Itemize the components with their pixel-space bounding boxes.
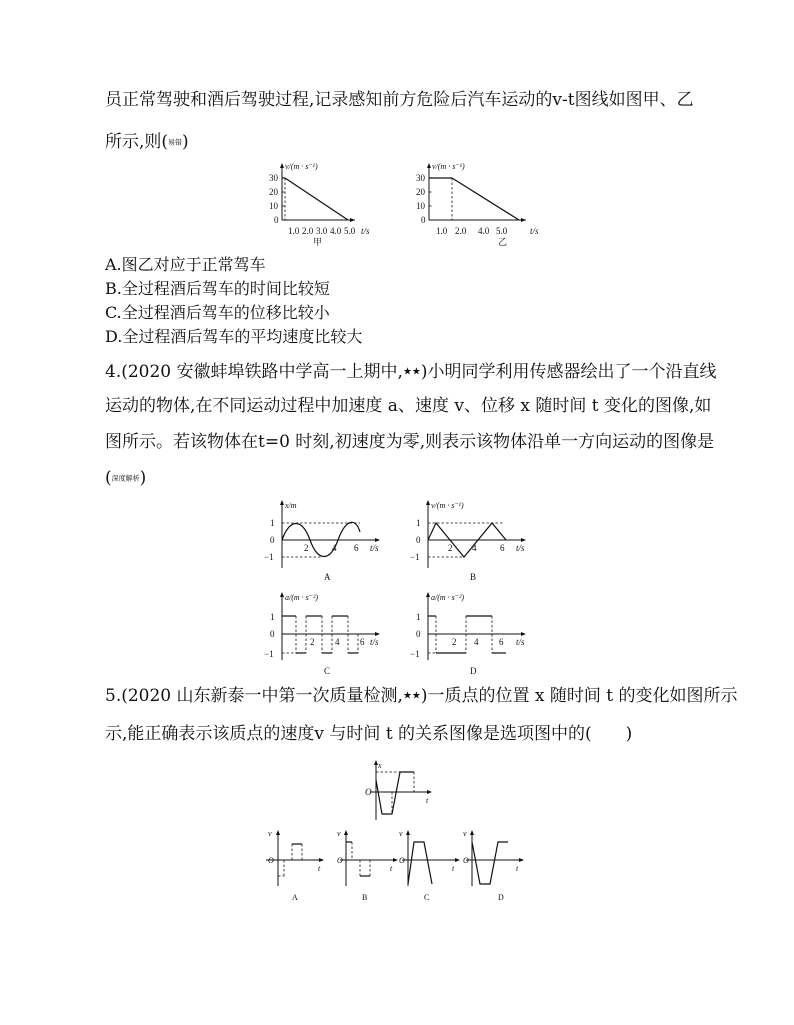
- b-ylabel: v/(m · s⁻¹): [431, 501, 464, 510]
- jia-xlabel: t/s: [361, 226, 370, 236]
- qb-origin: O: [337, 856, 343, 865]
- q4-graph-d: [408, 588, 548, 678]
- qd-origin: O: [463, 856, 469, 865]
- c-ytick-0: 0: [270, 629, 275, 639]
- jia-ylabel: v/(m · s⁻¹): [285, 162, 318, 171]
- a-ytick-0: 0: [270, 535, 275, 545]
- qd-series: [472, 842, 508, 884]
- q5-option-d[interactable]: [462, 828, 530, 904]
- qd-xlabel: t: [516, 864, 519, 873]
- b-xtick-2: 2: [448, 543, 453, 553]
- qd-ylabel: v: [463, 829, 467, 838]
- jia-caption: 甲: [313, 237, 323, 247]
- d-ytick-1: 1: [416, 612, 421, 622]
- difficulty-star-icon: ★★: [402, 690, 421, 702]
- q4-source: 4.(2020 安徽蚌埠铁路中学高一上期中,: [105, 362, 403, 382]
- q3-line-1: 员正常驾驶和酒后驾驶过程,记录感知前方危险后汽车运动的v-t图线如图甲、乙: [105, 90, 694, 110]
- d-ytick-m1: −1: [410, 649, 420, 659]
- jia-xtick-2: 2.0: [302, 226, 314, 236]
- yi-series-slope: [452, 178, 519, 220]
- jia-ytick-20: 20: [269, 187, 278, 197]
- q4-line-1: [105, 360, 717, 385]
- jia-ytick-0: 0: [274, 215, 279, 225]
- q4-graph-b: [408, 496, 548, 586]
- jia-ytick-10: 10: [269, 201, 278, 211]
- figure-jia: [255, 160, 405, 250]
- q4-open: (: [105, 468, 112, 488]
- d-ylabel: a/(m · s⁻²): [431, 593, 465, 602]
- yi-ylabel: v/(m · s⁻¹): [432, 162, 465, 171]
- c-xtick-4: 4: [335, 637, 340, 647]
- qa-xlabel: t: [318, 864, 321, 873]
- c-xtick-2: 2: [310, 637, 315, 647]
- figure-yi: [402, 160, 552, 250]
- jia-xtick-5: 5.0: [344, 226, 356, 236]
- d-xtick-6: 6: [499, 637, 504, 647]
- q3-option-b[interactable]: B.全过程酒后驾车的时间比较短: [105, 279, 330, 298]
- jia-xtick-1: 1.0: [288, 226, 300, 236]
- q5-line-1: [105, 684, 738, 709]
- qd-caption: D: [498, 893, 504, 902]
- q5-xt-series: [376, 772, 414, 814]
- yi-xtick-1: 1.0: [436, 226, 448, 236]
- a-xtick-6: 6: [354, 543, 359, 553]
- jia-xtick-3: 3.0: [316, 226, 328, 236]
- q5-origin: O: [365, 787, 372, 797]
- jia-series-slope: [285, 178, 348, 220]
- qb-ylabel: v: [337, 829, 341, 838]
- a-caption: A: [324, 572, 331, 582]
- yi-xtick-2: 2.0: [455, 226, 467, 236]
- qc-series: [408, 842, 432, 884]
- q5-option-c[interactable]: [398, 828, 466, 904]
- q4-graph-c: [262, 588, 402, 678]
- d-xtick-4: 4: [474, 637, 479, 647]
- jia-xtick-4: 4.0: [330, 226, 342, 236]
- q3-option-d[interactable]: D.全过程酒后驾车的平均速度比较大: [105, 327, 363, 346]
- q3-tag: 易错: [168, 138, 183, 147]
- c-ylabel: a/(m · s⁻²): [285, 593, 319, 602]
- q5-t-label: t: [426, 796, 429, 805]
- a-xtick-4: 4: [332, 543, 337, 553]
- yi-caption: 乙: [498, 237, 508, 247]
- yi-ytick-0: 0: [421, 215, 426, 225]
- b-xtick-4: 4: [472, 543, 477, 553]
- q3-option-c[interactable]: C.全过程酒后驾车的位移比较小: [105, 303, 330, 322]
- q5-line-1-rest: )一质点的位置 x 随时间 t 的变化如图所示: [420, 686, 738, 706]
- a-xlabel: t/s: [370, 543, 379, 553]
- q4-line-3: 图所示。若该物体在t=0 时刻,初速度为零,则表示该物体沿单一方向运动的图像是: [105, 432, 715, 452]
- qc-ylabel: v: [399, 829, 403, 838]
- q5-option-a[interactable]: [262, 828, 330, 904]
- c-xtick-6: 6: [360, 637, 365, 647]
- qb-caption: B: [362, 893, 368, 902]
- a-curve: [282, 522, 360, 556]
- b-ytick-0: 0: [416, 535, 421, 545]
- qc-xlabel: t: [452, 864, 455, 873]
- yi-ytick-10: 10: [416, 201, 425, 211]
- a-ylabel: x/m: [285, 501, 297, 510]
- b-caption: B: [470, 572, 477, 582]
- d-xtick-2: 2: [452, 637, 457, 647]
- qb-xlabel: t: [390, 864, 393, 873]
- qc-caption: C: [424, 893, 430, 902]
- d-ytick-0: 0: [416, 629, 421, 639]
- jia-ytick-30: 30: [269, 173, 278, 183]
- q5-option-b[interactable]: [336, 828, 404, 904]
- q4-line-4: [105, 466, 146, 491]
- c-ytick-1: 1: [270, 612, 275, 622]
- a-ytick-m1: −1: [264, 552, 274, 562]
- q5-xt-graph: [362, 758, 442, 822]
- q3-close: ): [182, 132, 189, 152]
- q3-line-2-text: 所示,则(: [105, 132, 169, 152]
- yi-xtick-5: 5.0: [496, 226, 508, 236]
- q3-option-a[interactable]: A.图乙对应于正常驾车: [105, 255, 266, 274]
- q4-line-2: 运动的物体,在不同运动过程中加速度 a、速度 v、位移 x 随时间 t 变化的图像,如: [105, 396, 712, 416]
- q4-graph-a: [262, 496, 402, 586]
- q5-x-label: x: [378, 761, 382, 770]
- b-ytick-m1: −1: [410, 552, 420, 562]
- d-xlabel: t/s: [516, 637, 525, 647]
- q4-close: ): [139, 468, 147, 488]
- b-xlabel: t/s: [516, 543, 525, 553]
- yi-ytick-20: 20: [416, 187, 425, 197]
- difficulty-star-icon: ★★: [402, 366, 421, 378]
- c-xlabel: t/s: [370, 637, 379, 647]
- qa-caption: A: [292, 893, 298, 902]
- c-caption: C: [324, 666, 331, 676]
- b-ytick-1: 1: [416, 518, 421, 528]
- q5-source: 5.(2020 山东新泰一中第一次质量检测,: [105, 686, 403, 706]
- qc-origin: O: [399, 856, 405, 865]
- qa-ylabel: v: [268, 829, 272, 838]
- yi-ytick-30: 30: [416, 173, 425, 183]
- yi-xtick-4: 4.0: [478, 226, 490, 236]
- a-xtick-2: 2: [304, 543, 309, 553]
- q4-tag: 深度解析: [111, 474, 140, 483]
- q4-line-1-rest: )小明同学利用传感器绘出了一个沿直线: [420, 362, 717, 382]
- yi-xlabel: t/s: [530, 226, 539, 236]
- c-ytick-m1: −1: [264, 649, 274, 659]
- q3-line-2: [105, 130, 189, 155]
- b-xtick-6: 6: [500, 543, 505, 553]
- q5-line-2: 示,能正确表示该质点的速度v 与时间 t 的关系图像是选项图中的( ): [105, 724, 633, 744]
- d-caption: D: [470, 666, 477, 676]
- qa-origin: O: [268, 856, 274, 865]
- a-ytick-1: 1: [270, 518, 275, 528]
